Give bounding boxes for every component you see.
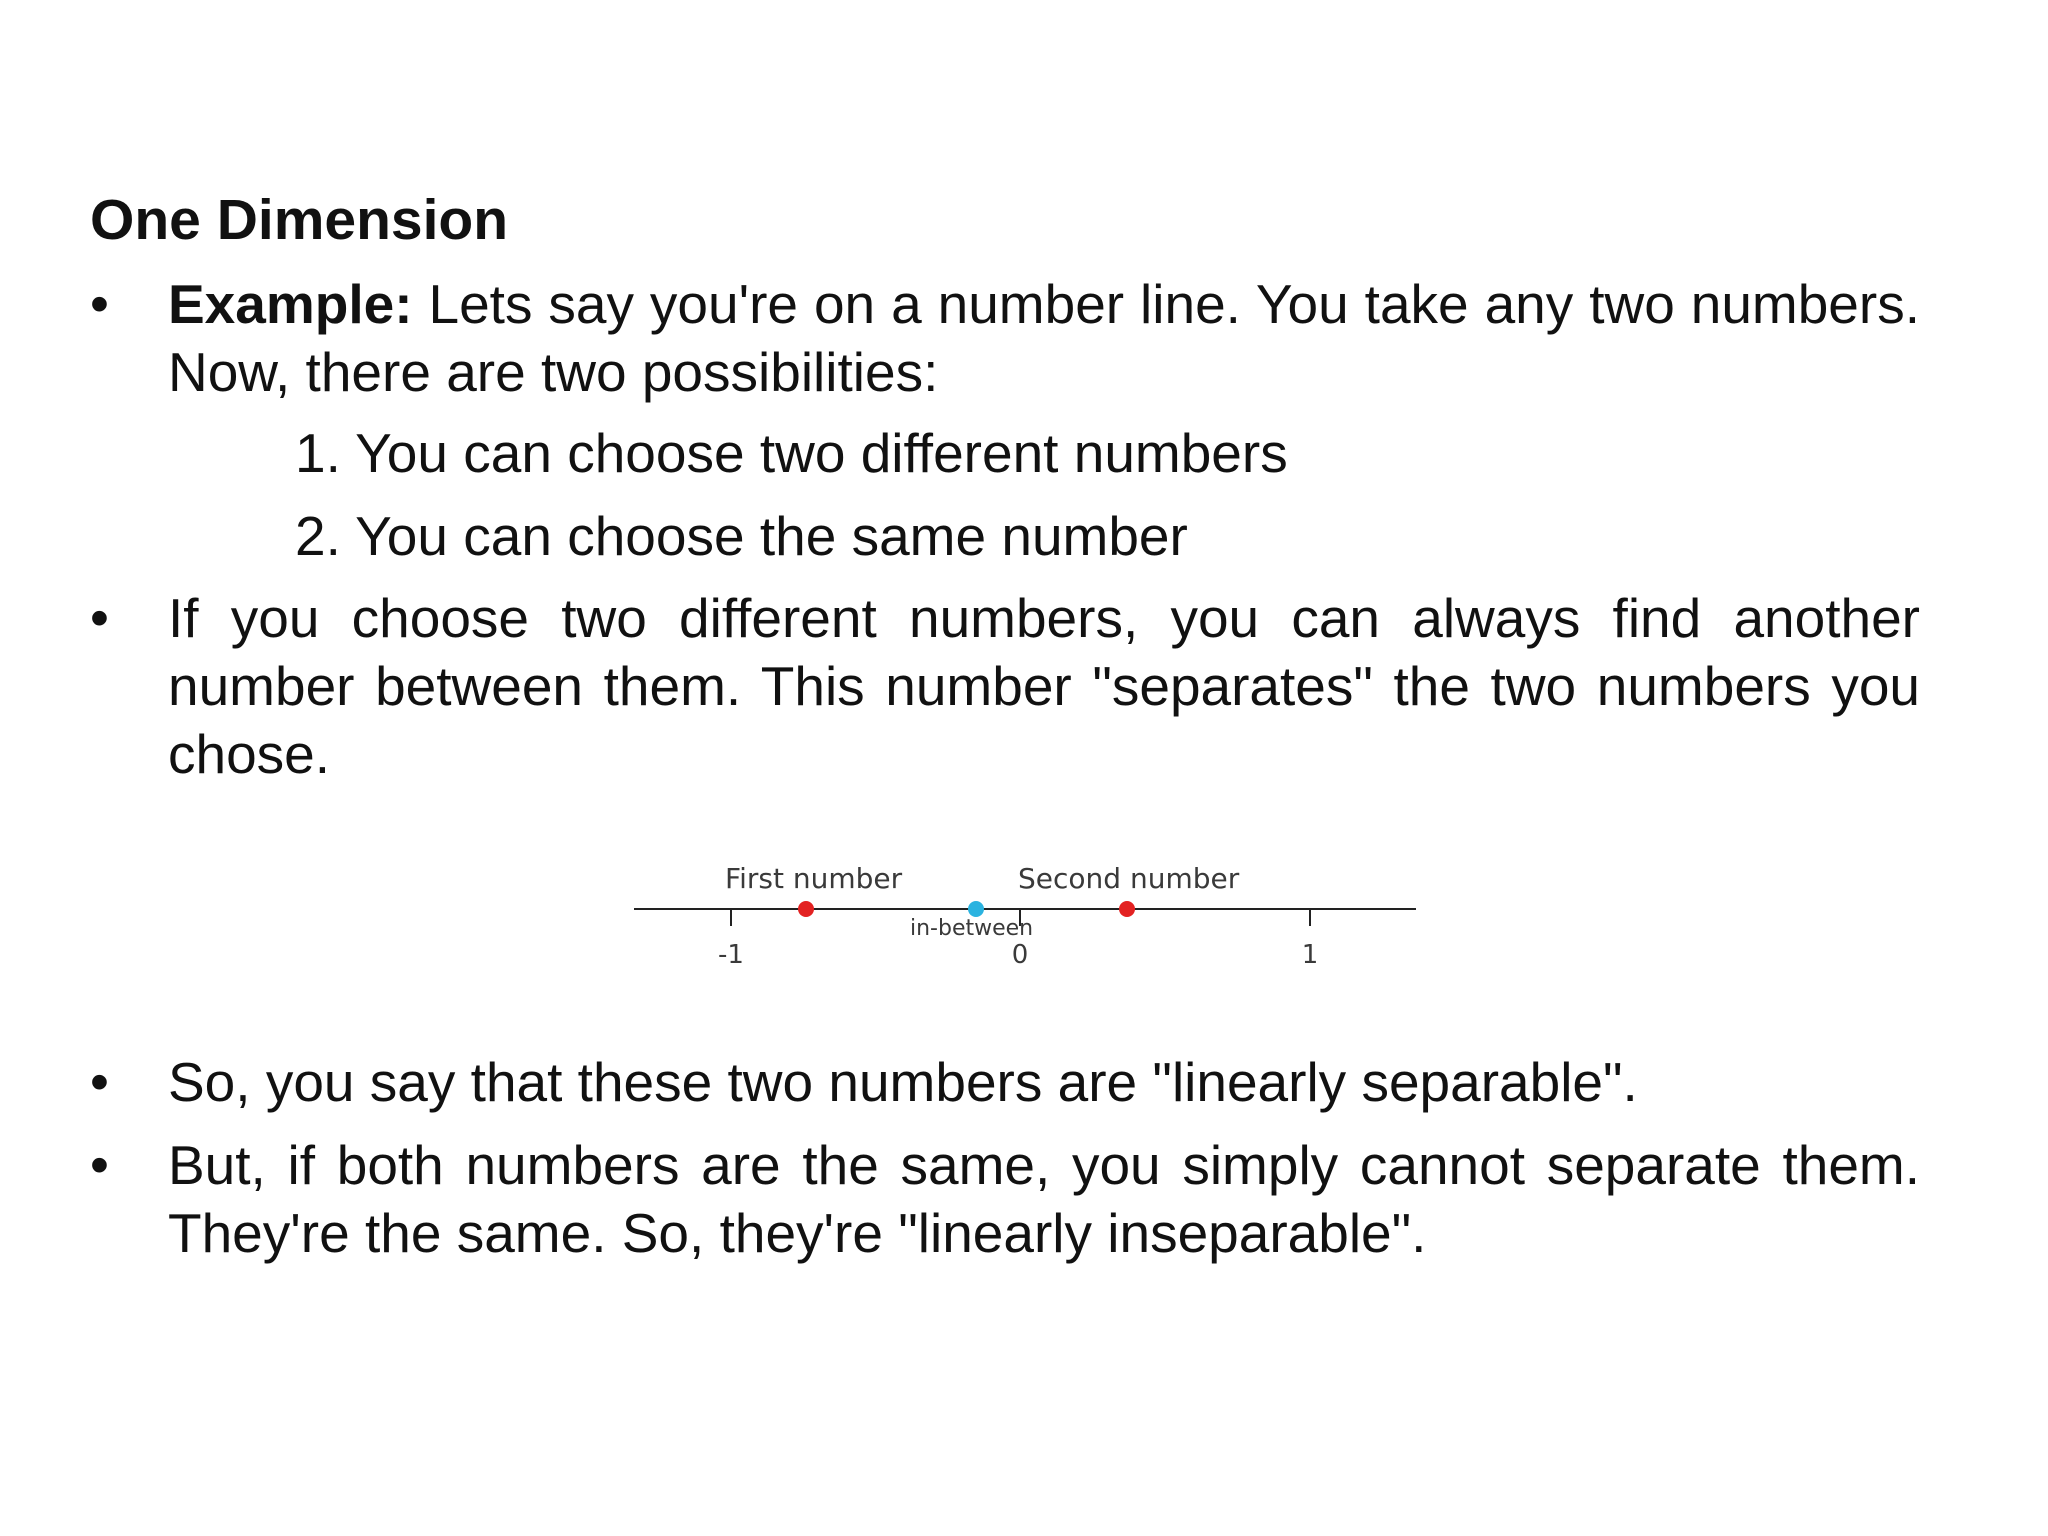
in-between-label: in-between [910,916,1034,941]
tick-label-one: 1 [1301,940,1319,970]
bullet-icon: • [90,1052,109,1112]
first-number-label: First number [725,862,903,895]
bullet-text: If you choose two different numbers, you can always find another number between them. This number "separates" the two numbers you chose. [168,587,1920,785]
second-number-point [1119,901,1135,917]
bullet-body: Lets say you're on a number line. You take any two numbers. Now, there are two possibilities: [168,273,1920,403]
tick-label-zero: 0 [1011,940,1029,970]
bullet-icon: • [90,588,109,648]
number-line-figure [630,848,1430,988]
bullet-text: So, you say that these two numbers are "linearly separable". [168,1051,1638,1113]
bullet-text [168,270,1920,406]
numbered-item-1: 1. You can choose two different numbers [295,422,1288,484]
bullet-text: But, if both numbers are the same, you simply cannot separate them. They're the same. So, they're "linearly inseparable". [168,1134,1920,1264]
page-title: One Dimension [90,188,509,252]
bullet-icon: • [90,1135,109,1195]
first-number-point [798,901,814,917]
bullet-lead: Example: [168,273,413,335]
numbered-item-2: 2. You can choose the same number [295,505,1188,567]
number-line-svg [630,848,1430,988]
bullet-icon: • [90,274,109,334]
in-between-point [968,901,984,917]
tick-label-minus-one: -1 [718,940,744,970]
second-number-label: Second number [1018,862,1240,895]
